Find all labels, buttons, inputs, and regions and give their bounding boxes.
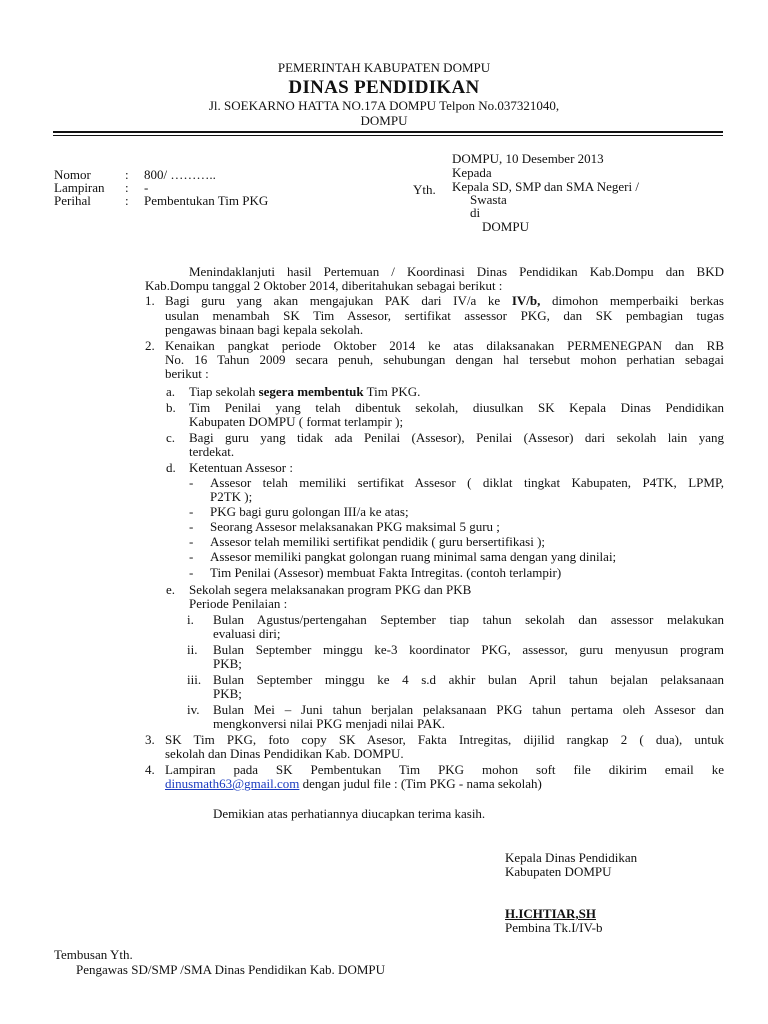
item-1-line-3: pengawas binaan bagi kepala sekolah. [165,322,364,337]
item-1-line-1: Bagi guru yang akan mengajukan PAK dari IV/a ke IV/b, dimohon memperbaiki berkas [165,293,724,308]
lampiran-label: Lampiran [54,180,105,195]
assessor-rule-dash: - [189,534,194,549]
item-2e-letter: e. [166,582,176,597]
period-number: ii. [187,642,198,657]
assessor-rule-1: Assesor telah memiliki sertifikat Assesor ( diklat tingkat Kabupaten, P4TK, LPMP, [210,475,724,490]
recipient-line2: Swasta [470,192,507,207]
nomor-value: 800/ ……….. [144,167,216,182]
item-2e-line-1: Sekolah segera melaksanakan program PKG dan PKB [189,582,472,597]
item-2-line-1: Kenaikan pangkat periode Oktober 2014 ke atas dilaksanakan PERMENEGPAN dan RB [165,338,724,353]
item-4-number: 4. [145,762,155,777]
period-3-line-2: PKB; [213,686,242,701]
assessor-rule-dash: - [189,549,194,564]
recipient-place: DOMPU [482,219,529,234]
assessor-rule-dash: - [189,519,194,534]
item-2-number: 2. [145,338,155,353]
item-2a-text: Tiap sekolah segera membentuk Tim PKG. [189,384,421,399]
closing-sentence: Demikian atas perhatiannya diucapkan terima kasih. [213,806,486,821]
item-2c-line-1: Bagi guru yang tidak ada Penilai (Assesor), Penilai (Assesor) dari sekolah lain yang [189,430,724,445]
period-2-line-1: Bulan September minggu ke-3 koordinator PKG, assessor, guru menyusun program [213,642,724,657]
assessor-rule-dash: - [189,565,194,580]
recipient-di: di [470,205,481,220]
intro-line-1: Menindaklanjuti hasil Pertemuan / Koordinasi Dinas Pendidikan Kab.Dompu dan BKD [189,264,724,279]
letter-date: DOMPU, 10 Desember 2013 [452,151,604,166]
assessor-rule-4: Assesor telah memiliki sertifikat pendidik ( guru bersertifikasi ); [210,534,546,549]
signatory-rank: Pembina Tk.I/IV-b [505,920,603,935]
period-4-line-1: Bulan Mei – Juni tahun berjalan pelaksanaan PKG tahun pertama oleh Assesor dan [213,702,724,717]
nomor-label: Nomor [54,167,91,182]
cc-label: Tembusan Yth. [54,947,133,962]
recipient-yth: Yth. [413,182,436,197]
item-2-line-2: No. 16 Tahun 2009 secara penuh, sehubungan dengan hal tersebut mohon perhatian sebagai [165,352,724,367]
item-1-number: 1. [145,293,155,308]
item-2b-line-2: Kabupaten DOMPU ( format terlampir ); [189,414,404,429]
assessor-rule-dash: - [189,504,194,519]
email-link[interactable]: dinusmath63@gmail.com [165,776,300,791]
signatory-title-1: Kepala Dinas Pendidikan [505,850,638,865]
assessor-rule-3: Seorang Assesor melaksanakan PKG maksimal 5 guru ; [210,519,500,534]
letterhead-rule-thick [53,131,723,133]
assessor-rule-5: Assesor memiliki pangkat golongan ruang minimal sama dengan yang dinilai; [210,549,617,564]
letterhead-address: Jl. SOEKARNO HATTA NO.17A DOMPU Telpon No.037321040, [208,98,560,113]
item-4-line-2: dinusmath63@gmail.com dengan judul file : (Tim PKG - nama sekolah) [165,776,542,791]
item-2d-letter: d. [166,460,176,475]
perihal-value: Pembentukan Tim PKG [144,193,269,208]
assessor-rule-1-cont: P2TK ); [210,489,253,504]
item-3-line-1: SK Tim PKG, foto copy SK Asesor, Fakta Intregitas, dijilid rangkap 2 ( dua), untuk [165,732,724,747]
item-2a-letter: a. [166,384,176,399]
period-3-line-1: Bulan September minggu ke 4 s.d akhir bulan April tahun bejalan pelaksanaan [213,672,724,687]
lampiran-value: - [144,180,149,195]
item-3-line-2: sekolah dan Dinas Pendidikan Kab. DOMPU. [165,746,404,761]
nomor-colon: : [125,167,129,182]
letterhead-city: DOMPU [360,113,408,128]
item-2b-line-1: Tim Penilai yang telah dibentuk sekolah, diusulkan SK Kepala Dinas Pendidikan [189,400,724,415]
perihal-colon: : [125,193,129,208]
recipient-kepada: Kepada [452,165,492,180]
signatory-name: H.ICHTIAR,SH [505,906,597,921]
letterhead-rule-thin [53,135,723,136]
item-2b-letter: b. [166,400,176,415]
item-3-number: 3. [145,732,155,747]
intro-line-2: Kab.Dompu tanggal 2 Oktober 2014, diberitahukan sebagai berikut : [145,278,503,293]
item-2-line-3: berikut : [165,366,209,381]
period-1-line-1: Bulan Agustus/pertengahan September tiap tahun sekolah dan assessor melakukan [213,612,724,627]
item-4-line-1: Lampiran pada SK Pembentukan Tim PKG mohon soft file dikirim email ke [165,762,724,777]
item-2c-line-2: terdekat. [189,444,235,459]
item-2e-line-2: Periode Penilaian : [189,596,288,611]
assessor-rule-2: PKG bagi guru golongan III/a ke atas; [210,504,409,519]
period-1-line-2: evaluasi diri; [213,626,281,641]
item-1-line-2: usulan menambah SK Tim Assesor, sertifikat assessor PKG, dan SK pembagian tugas [165,308,724,323]
item-2d-title: Ketentuan Assesor : [189,460,293,475]
lampiran-colon: : [125,180,129,195]
period-4-line-2: mengkonversi nilai PKG menjadi nilai PAK. [213,716,446,731]
period-2-line-2: PKB; [213,656,242,671]
letterhead-agency: DINAS PENDIDIKAN [288,77,480,98]
recipient-line1: Kepala SD, SMP dan SMA Negeri / [452,179,639,194]
period-number: i. [187,612,194,627]
assessor-rule-6: Tim Penilai (Assesor) membuat Fakta Intregitas. (contoh terlampir) [210,565,562,580]
period-number: iv. [187,702,200,717]
signatory-title-2: Kabupaten DOMPU [505,864,612,879]
cc-line-1: Pengawas SD/SMP /SMA Dinas Pendidikan Kab. DOMPU [76,962,386,977]
assessor-rule-dash: - [189,475,194,490]
item-2c-letter: c. [166,430,176,445]
letterhead-government: PEMERINTAH KABUPATEN DOMPU [277,60,491,75]
perihal-label: Perihal [54,193,91,208]
period-number: iii. [187,672,202,687]
